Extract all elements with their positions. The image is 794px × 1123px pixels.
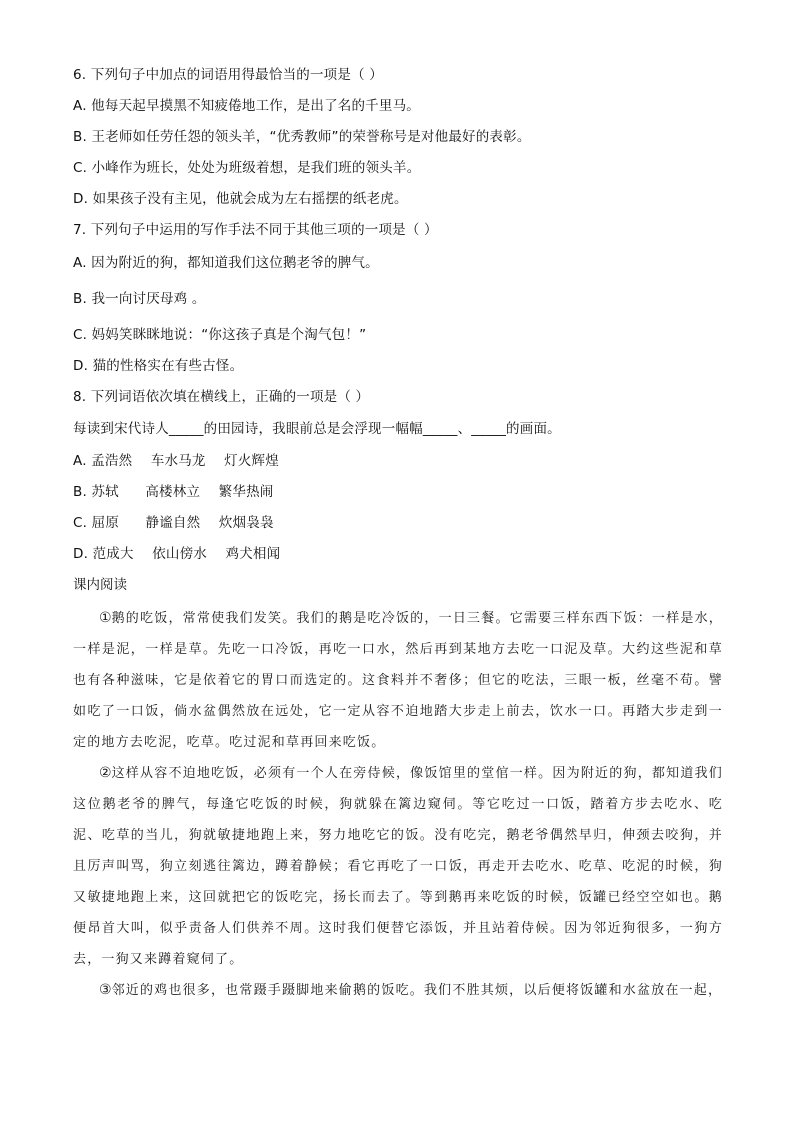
option-word-1: 屈原 (91, 515, 120, 531)
option-word-1: 苏轼 (91, 484, 119, 500)
reading-passage (73, 603, 723, 1006)
question-7-option-b: B. 我一向讨厌母鸡 。 (73, 291, 206, 307)
option-word-1: 孟浩然 (91, 453, 133, 469)
question-7-option-d: D. 猫的性格实在有些古怪。 (73, 358, 244, 374)
question-6-option-d: D. 如果孩子没有主见，他就会成为左右摇摆的纸老虎。 (73, 191, 408, 207)
option-word-1: 范成大 (92, 546, 134, 562)
question-6-option-c: C. 小峰作为班长，处处为班级着想，是我们班的领头羊。 (73, 160, 421, 176)
option-letter: B. (73, 484, 87, 500)
paragraph-text: 鹅的吃饭，常常使我们发笑。我们的鹅是吃冷饭的，一日三餐。它需要三样东西下饭：一样是水，一样是泥，一样是草。先吃一口冷饭，再吃一口水，然后再到某地方去吃一口泥及草。大约这些泥和草也有各种滋味，它是依着它的胃口而选定的。这食料并不奢侈；但它的吃法，三眼一板，丝毫不苟。譬如吃了一口饭，倘水盆偶然放在远处，它一定从容不迫地踏大步走上前去，饮水一口。再踏大步走到一定的地方去吃泥，吃草。吃过泥和草再回来吃饭。 (73, 611, 723, 750)
paragraph-3 (73, 975, 723, 1006)
question-7-option-a: A. 因为附近的狗，都知道我们这位鹅老爷的脾气。 (73, 255, 379, 271)
paragraph-text: 这样从容不迫地吃饭，必须有一个人在旁侍候，像饭馆里的堂倌一样。因为附近的狗，都知道我们这位鹅老爷的脾气，每逢它吃饭的时候，狗就躲在篱边窥伺。等它吃过一口饭，踏着方步去吃水、吃泥、吃草的当儿，狗就敏捷地跑上来，努力地吃它的饭。没有吃完，鹅老爷偶然早归，伸颈去咬狗，并且厉声叫骂，狗立刻逃往篱边，蹲着静候；看它再吃了一口饭，再走开去吃水、吃草、吃泥的时候，狗又敏捷地跑上来，这回就把它的饭吃完，扬长而去了。等到鹅再来吃饭的时候，饭罐已经空空如也。鹅便昂首大叫，似乎责备人们供养不周。这时我们便替它添饭，并且站着侍候。因为邻近狗很多，一狗方去，一狗又来蹲着窥伺了。 (73, 766, 723, 967)
option-word-2: 高楼林立 (145, 484, 201, 500)
question-6-option-a: A. 他每天起早摸黑不知疲倦地工作，是出了名的千里马。 (73, 98, 420, 114)
question-7-option-c: C. 妈妈笑眯眯地说：“你这孩子真是个淘气包！” (73, 327, 367, 343)
paragraph-number: ① (99, 610, 112, 626)
question-7-stem: 7. 下列句子中运用的写作手法不同于其他三项的一项是（ ） (73, 222, 438, 238)
option-word-2: 依山傍水 (152, 546, 208, 562)
option-word-3: 灯火辉煌 (224, 453, 279, 469)
question-8-stem: 8. 下列词语依次填在横线上，正确的一项是（ ） (73, 389, 370, 405)
question-8-option-c (73, 514, 274, 532)
question-8-option-d (73, 545, 280, 563)
question-8-option-b (73, 483, 273, 501)
paragraph-number: ② (99, 765, 112, 781)
option-word-2: 车水马龙 (150, 453, 206, 469)
option-letter: D. (73, 546, 89, 562)
option-word-2: 静谧自然 (145, 515, 201, 531)
paragraph-text: 邻近的鸡也很多，也常蹑手蹑脚地来偷鹅的饭吃。我们不胜其烦，以后便将饭罐和水盆放在一起， (111, 983, 723, 998)
question-6-stem: 6. 下列句子中加点的词语用得最恰当的一项是（ ） (73, 67, 383, 83)
option-word-3: 炊烟袅袅 (218, 515, 274, 531)
question-8-option-a (73, 452, 279, 470)
question-6-option-b: B. 王老师如任劳任怨的领头羊，“优秀教师”的荣誉称号是对他最好的表彰。 (73, 129, 531, 145)
option-letter: A. (73, 453, 87, 469)
option-letter: C. (73, 515, 88, 531)
question-8-sentence: 每读到宋代诗人_____的田园诗，我眼前总是会浮现一幅幅_____、_____的画面。 (73, 421, 561, 437)
paragraph-2 (73, 758, 723, 975)
section-heading: 课内阅读 (73, 577, 127, 593)
paragraph-1 (73, 603, 723, 758)
option-word-3: 鸡犬相闻 (225, 546, 281, 562)
paragraph-number: ③ (99, 982, 112, 998)
option-word-3: 繁华热闹 (218, 484, 274, 500)
